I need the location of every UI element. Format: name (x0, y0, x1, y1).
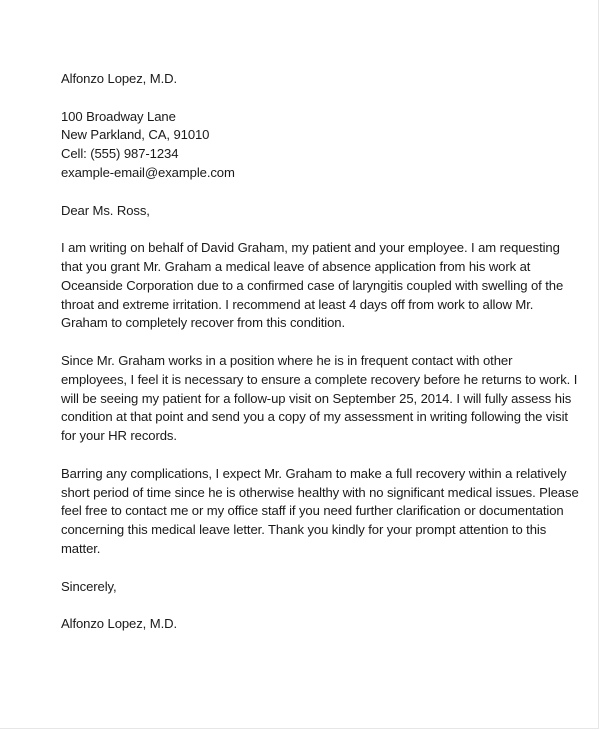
address-street: 100 Broadway Lane (61, 108, 176, 124)
paragraph-line: feel free to contact me or my office staff if you need further clarification or documentation (61, 503, 564, 519)
spacer (61, 220, 551, 239)
closing: Sincerely, (61, 578, 117, 594)
address-phone: Cell: (555) 987-1234 (61, 146, 179, 162)
paragraph-line: short period of time since he is otherwise healthy with no significant medical issues. Please (61, 484, 579, 500)
paragraph-line: condition at that point and send you a copy of my assessment in writing following the visit (61, 409, 568, 425)
paragraph-line: Graham to completely recover from this condition. (61, 315, 346, 331)
paragraph-line: that you grant Mr. Graham a medical leave of absence application from his work at (61, 258, 531, 274)
paragraph-line: I am writing on behalf of David Graham, my patient and your employee. I am requesting (61, 240, 560, 256)
address-email: example-email@example.com (61, 164, 235, 180)
paragraph-3 (61, 465, 579, 559)
salutation: Dear Ms. Ross, (61, 202, 150, 218)
letter-body (61, 70, 579, 634)
paragraph-line: employees, I feel it is necessary to ensure a complete recovery before he returns to work. I (61, 371, 578, 387)
paragraph-line: throat and extreme irritation. I recommend at least 4 days off from work to allow Mr. (61, 296, 534, 312)
spacer (61, 559, 551, 578)
spacer (61, 89, 551, 108)
paragraph-2 (61, 352, 578, 446)
paragraph-line: for your HR records. (61, 428, 177, 444)
paragraph-1 (61, 239, 564, 333)
paragraph-line: Since Mr. Graham works in a position where he is in frequent contact with other (61, 352, 513, 368)
address-city: New Parkland, CA, 91010 (61, 127, 210, 143)
paragraph-line: concerning this medical leave letter. Thank you kindly for your prompt attention to this (61, 522, 547, 538)
spacer (61, 446, 551, 465)
signature-name: Alfonzo Lopez, M.D. (61, 616, 178, 632)
spacer (61, 596, 551, 615)
paragraph-line: Oceanside Corporation due to a confirmed case of laryngitis coupled with swelling of the (61, 277, 564, 293)
spacer (61, 333, 551, 352)
sender-name: Alfonzo Lopez, M.D. (61, 71, 178, 86)
spacer (61, 183, 551, 202)
paragraph-line: will be seeing my patient for a follow-up visit on September 25, 2014. I will fully assess his (61, 390, 572, 406)
paragraph-line: Barring any complications, I expect Mr. Graham to make a full recovery within a relatively (61, 465, 567, 481)
sender-address (61, 108, 551, 183)
paragraph-line: matter. (61, 540, 101, 556)
